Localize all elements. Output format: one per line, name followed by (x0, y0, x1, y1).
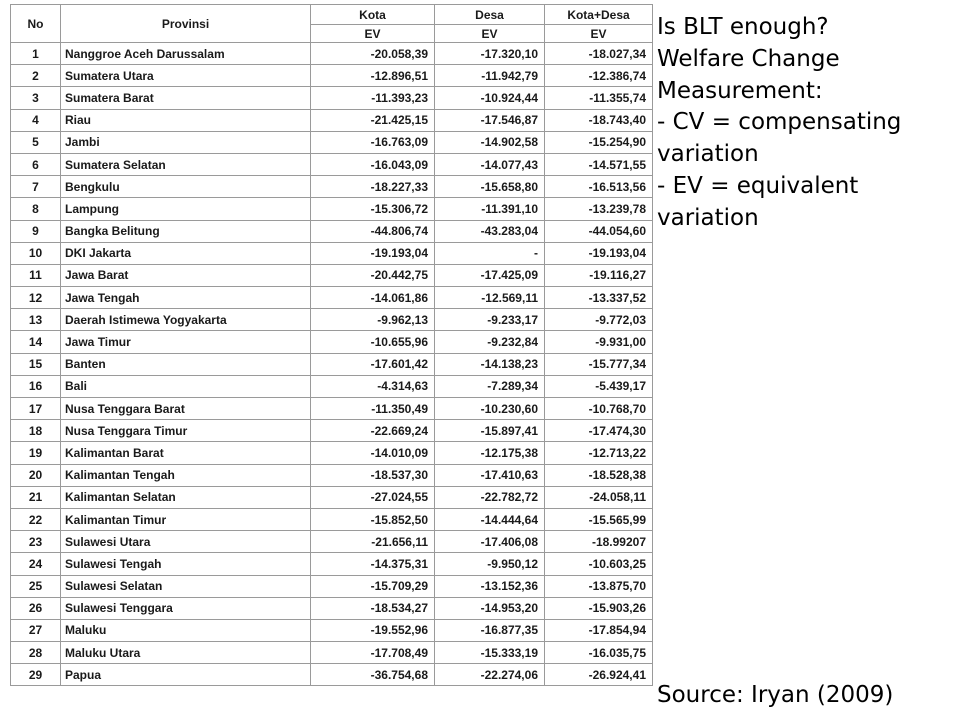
cell-ev-kota: -15.306,72 (311, 198, 435, 220)
table-row (11, 664, 653, 686)
cell-ev-desa: -13.152,36 (435, 575, 545, 597)
cell-no: 10 (11, 242, 61, 264)
cell-ev-kota: -18.227,33 (311, 176, 435, 198)
cell-ev-desa: -10.924,44 (435, 87, 545, 109)
cell-provinsi: Bangka Belitung (61, 220, 311, 242)
cell-ev-desa: -15.658,80 (435, 176, 545, 198)
cell-no: 22 (11, 508, 61, 530)
cell-no: 17 (11, 398, 61, 420)
cell-provinsi: Sulawesi Selatan (61, 575, 311, 597)
cell-no: 13 (11, 309, 61, 331)
side-note-line: variation (657, 204, 759, 231)
side-note-line: - EV = equivalent (657, 172, 859, 199)
cell-ev-kota: -36.754,68 (311, 664, 435, 686)
cell-ev-kota: -20.058,39 (311, 43, 435, 65)
cell-ev-kota-desa: -19.116,27 (545, 264, 653, 286)
cell-ev-kota-desa: -14.571,55 (545, 153, 653, 175)
side-note-line: Measurement: (657, 77, 823, 104)
cell-ev-kota: -15.852,50 (311, 508, 435, 530)
cell-no: 23 (11, 531, 61, 553)
table-row (11, 553, 653, 575)
cell-ev-desa: -14.444,64 (435, 508, 545, 530)
table-row (11, 531, 653, 553)
table-row (11, 153, 653, 175)
cell-ev-desa: -9.950,12 (435, 553, 545, 575)
header-no: No (11, 5, 61, 43)
cell-no: 27 (11, 619, 61, 641)
cell-ev-desa: -14.953,20 (435, 597, 545, 619)
table-row (11, 287, 653, 309)
cell-ev-desa: -22.274,06 (435, 664, 545, 686)
cell-ev-kota: -10.655,96 (311, 331, 435, 353)
header-ev-kota: EV (311, 25, 435, 43)
cell-no: 3 (11, 87, 61, 109)
cell-provinsi: Nanggroe Aceh Darussalam (61, 43, 311, 65)
table-row (11, 420, 653, 442)
cell-no: 25 (11, 575, 61, 597)
cell-no: 16 (11, 375, 61, 397)
cell-no: 20 (11, 464, 61, 486)
cell-ev-kota-desa: -16.513,56 (545, 176, 653, 198)
cell-ev-kota: -18.537,30 (311, 464, 435, 486)
cell-no: 28 (11, 642, 61, 664)
cell-provinsi: Jawa Tengah (61, 287, 311, 309)
cell-ev-kota-desa: -18.743,40 (545, 109, 653, 131)
header-row-top (11, 5, 653, 25)
cell-ev-kota: -14.375,31 (311, 553, 435, 575)
cell-ev-kota-desa: -13.239,78 (545, 198, 653, 220)
cell-provinsi: Jawa Barat (61, 264, 311, 286)
cell-no: 15 (11, 353, 61, 375)
header-provinsi: Provinsi (61, 5, 311, 43)
side-note-line: Is BLT enough? (657, 14, 829, 40)
cell-ev-kota-desa: -9.772,03 (545, 309, 653, 331)
cell-no: 5 (11, 131, 61, 153)
cell-provinsi: Sumatera Utara (61, 65, 311, 87)
cell-ev-kota-desa: -9.931,00 (545, 331, 653, 353)
cell-ev-desa: -15.897,41 (435, 420, 545, 442)
cell-ev-kota: -44.806,74 (311, 220, 435, 242)
table-row (11, 198, 653, 220)
cell-no: 11 (11, 264, 61, 286)
table-row (11, 220, 653, 242)
cell-ev-desa: -17.320,10 (435, 43, 545, 65)
cell-ev-kota-desa: -15.777,34 (545, 353, 653, 375)
cell-provinsi: Sumatera Barat (61, 87, 311, 109)
side-notes (657, 12, 957, 235)
cell-ev-kota-desa: -15.565,99 (545, 508, 653, 530)
table-row (11, 87, 653, 109)
cell-provinsi: Sulawesi Tenggara (61, 597, 311, 619)
cell-ev-kota-desa: -15.903,26 (545, 597, 653, 619)
cell-ev-kota: -21.656,11 (311, 531, 435, 553)
cell-provinsi: Sulawesi Tengah (61, 553, 311, 575)
cell-provinsi: Kalimantan Barat (61, 442, 311, 464)
cell-no: 7 (11, 176, 61, 198)
cell-ev-kota: -18.534,27 (311, 597, 435, 619)
cell-ev-kota: -12.896,51 (311, 65, 435, 87)
cell-provinsi: Kalimantan Timur (61, 508, 311, 530)
table-row (11, 353, 653, 375)
cell-provinsi: Nusa Tenggara Timur (61, 420, 311, 442)
table-row (11, 442, 653, 464)
cell-provinsi: Daerah Istimewa Yogyakarta (61, 309, 311, 331)
cell-ev-kota-desa: -15.254,90 (545, 131, 653, 153)
table-row (11, 264, 653, 286)
side-note-line: - CV = compensating (657, 109, 902, 136)
side-note-line: Welfare Change (657, 45, 840, 72)
header-ev-kota-desa: EV (545, 25, 653, 43)
cell-ev-desa: -12.569,11 (435, 287, 545, 309)
cell-no: 18 (11, 420, 61, 442)
table-row (11, 331, 653, 353)
cell-ev-kota: -17.601,42 (311, 353, 435, 375)
cell-provinsi: Maluku Utara (61, 642, 311, 664)
cell-ev-desa: -14.138,23 (435, 353, 545, 375)
cell-ev-kota: -16.763,09 (311, 131, 435, 153)
cell-no: 26 (11, 597, 61, 619)
cell-provinsi: Papua (61, 664, 311, 686)
header-kota-desa: Kota+Desa (545, 5, 653, 25)
cell-ev-desa: -16.877,35 (435, 619, 545, 641)
cell-ev-desa: -17.406,08 (435, 531, 545, 553)
cell-provinsi: Jawa Timur (61, 331, 311, 353)
cell-ev-kota: -14.061,86 (311, 287, 435, 309)
cell-ev-kota-desa: -12.713,22 (545, 442, 653, 464)
cell-provinsi: Lampung (61, 198, 311, 220)
cell-ev-kota-desa: -44.054,60 (545, 220, 653, 242)
cell-no: 14 (11, 331, 61, 353)
table-row (11, 619, 653, 641)
table-row (11, 131, 653, 153)
table-row (11, 597, 653, 619)
cell-ev-desa: -9.233,17 (435, 309, 545, 331)
table-body (11, 43, 653, 686)
cell-provinsi: Kalimantan Selatan (61, 486, 311, 508)
table-row (11, 242, 653, 264)
cell-ev-kota-desa: -17.474,30 (545, 420, 653, 442)
cell-ev-desa: -17.425,09 (435, 264, 545, 286)
source-citation: Source: Iryan (2009) (657, 682, 894, 708)
cell-provinsi: Kalimantan Tengah (61, 464, 311, 486)
cell-ev-desa: -9.232,84 (435, 331, 545, 353)
cell-ev-kota-desa: -24.058,11 (545, 486, 653, 508)
cell-ev-kota-desa: -18.528,38 (545, 464, 653, 486)
cell-ev-desa: -22.782,72 (435, 486, 545, 508)
cell-provinsi: Riau (61, 109, 311, 131)
cell-ev-kota: -27.024,55 (311, 486, 435, 508)
cell-ev-desa: -14.077,43 (435, 153, 545, 175)
cell-ev-kota-desa: -5.439,17 (545, 375, 653, 397)
cell-ev-desa: -11.942,79 (435, 65, 545, 87)
cell-ev-desa: -15.333,19 (435, 642, 545, 664)
cell-ev-kota-desa: -10.603,25 (545, 553, 653, 575)
cell-ev-desa: -14.902,58 (435, 131, 545, 153)
table-row (11, 43, 653, 65)
table-row (11, 508, 653, 530)
cell-ev-kota: -14.010,09 (311, 442, 435, 464)
cell-ev-kota: -11.350,49 (311, 398, 435, 420)
table-row (11, 486, 653, 508)
header-desa: Desa (435, 5, 545, 25)
cell-provinsi: Maluku (61, 619, 311, 641)
cell-ev-kota-desa: -18.027,34 (545, 43, 653, 65)
table-row (11, 176, 653, 198)
cell-ev-kota-desa: -12.386,74 (545, 65, 653, 87)
table-header (11, 5, 653, 43)
cell-no: 24 (11, 553, 61, 575)
cell-provinsi: Nusa Tenggara Barat (61, 398, 311, 420)
table-row (11, 464, 653, 486)
cell-provinsi: Sumatera Selatan (61, 153, 311, 175)
cell-ev-kota: -21.425,15 (311, 109, 435, 131)
cell-ev-desa: -43.283,04 (435, 220, 545, 242)
cell-ev-kota: -9.962,13 (311, 309, 435, 331)
header-ev-desa: EV (435, 25, 545, 43)
cell-ev-kota-desa: -16.035,75 (545, 642, 653, 664)
cell-ev-kota: -15.709,29 (311, 575, 435, 597)
cell-provinsi: Sulawesi Utara (61, 531, 311, 553)
table-row (11, 375, 653, 397)
cell-no: 2 (11, 65, 61, 87)
cell-provinsi: Banten (61, 353, 311, 375)
table-row (11, 642, 653, 664)
side-note-line: variation (657, 141, 759, 168)
cell-ev-desa: -11.391,10 (435, 198, 545, 220)
cell-ev-kota-desa: -13.337,52 (545, 287, 653, 309)
cell-ev-kota: -22.669,24 (311, 420, 435, 442)
cell-provinsi: DKI Jakarta (61, 242, 311, 264)
cell-ev-kota: -17.708,49 (311, 642, 435, 664)
cell-no: 8 (11, 198, 61, 220)
cell-no: 29 (11, 664, 61, 686)
cell-ev-kota-desa: -19.193,04 (545, 242, 653, 264)
welfare-change-table-container (10, 4, 652, 686)
cell-ev-kota: -19.193,04 (311, 242, 435, 264)
cell-ev-desa: -7.289,34 (435, 375, 545, 397)
cell-ev-desa: - (435, 242, 545, 264)
cell-ev-kota-desa: -11.355,74 (545, 87, 653, 109)
cell-ev-kota-desa: -18.99207 (545, 531, 653, 553)
cell-provinsi: Jambi (61, 131, 311, 153)
cell-ev-desa: -17.546,87 (435, 109, 545, 131)
cell-no: 21 (11, 486, 61, 508)
cell-no: 9 (11, 220, 61, 242)
cell-ev-kota: -20.442,75 (311, 264, 435, 286)
cell-no: 4 (11, 109, 61, 131)
table-row (11, 309, 653, 331)
welfare-change-table (10, 4, 653, 686)
cell-provinsi: Bali (61, 375, 311, 397)
cell-no: 6 (11, 153, 61, 175)
table-row (11, 109, 653, 131)
cell-ev-desa: -10.230,60 (435, 398, 545, 420)
cell-no: 1 (11, 43, 61, 65)
cell-ev-kota-desa: -13.875,70 (545, 575, 653, 597)
header-kota: Kota (311, 5, 435, 25)
table-row (11, 575, 653, 597)
cell-ev-desa: -12.175,38 (435, 442, 545, 464)
cell-ev-kota: -4.314,63 (311, 375, 435, 397)
cell-ev-kota: -19.552,96 (311, 619, 435, 641)
cell-ev-kota-desa: -10.768,70 (545, 398, 653, 420)
cell-ev-desa: -17.410,63 (435, 464, 545, 486)
cell-ev-kota-desa: -17.854,94 (545, 619, 653, 641)
cell-ev-kota-desa: -26.924,41 (545, 664, 653, 686)
cell-ev-kota: -16.043,09 (311, 153, 435, 175)
table-row (11, 65, 653, 87)
cell-ev-kota: -11.393,23 (311, 87, 435, 109)
table-row (11, 398, 653, 420)
cell-provinsi: Bengkulu (61, 176, 311, 198)
cell-no: 19 (11, 442, 61, 464)
cell-no: 12 (11, 287, 61, 309)
